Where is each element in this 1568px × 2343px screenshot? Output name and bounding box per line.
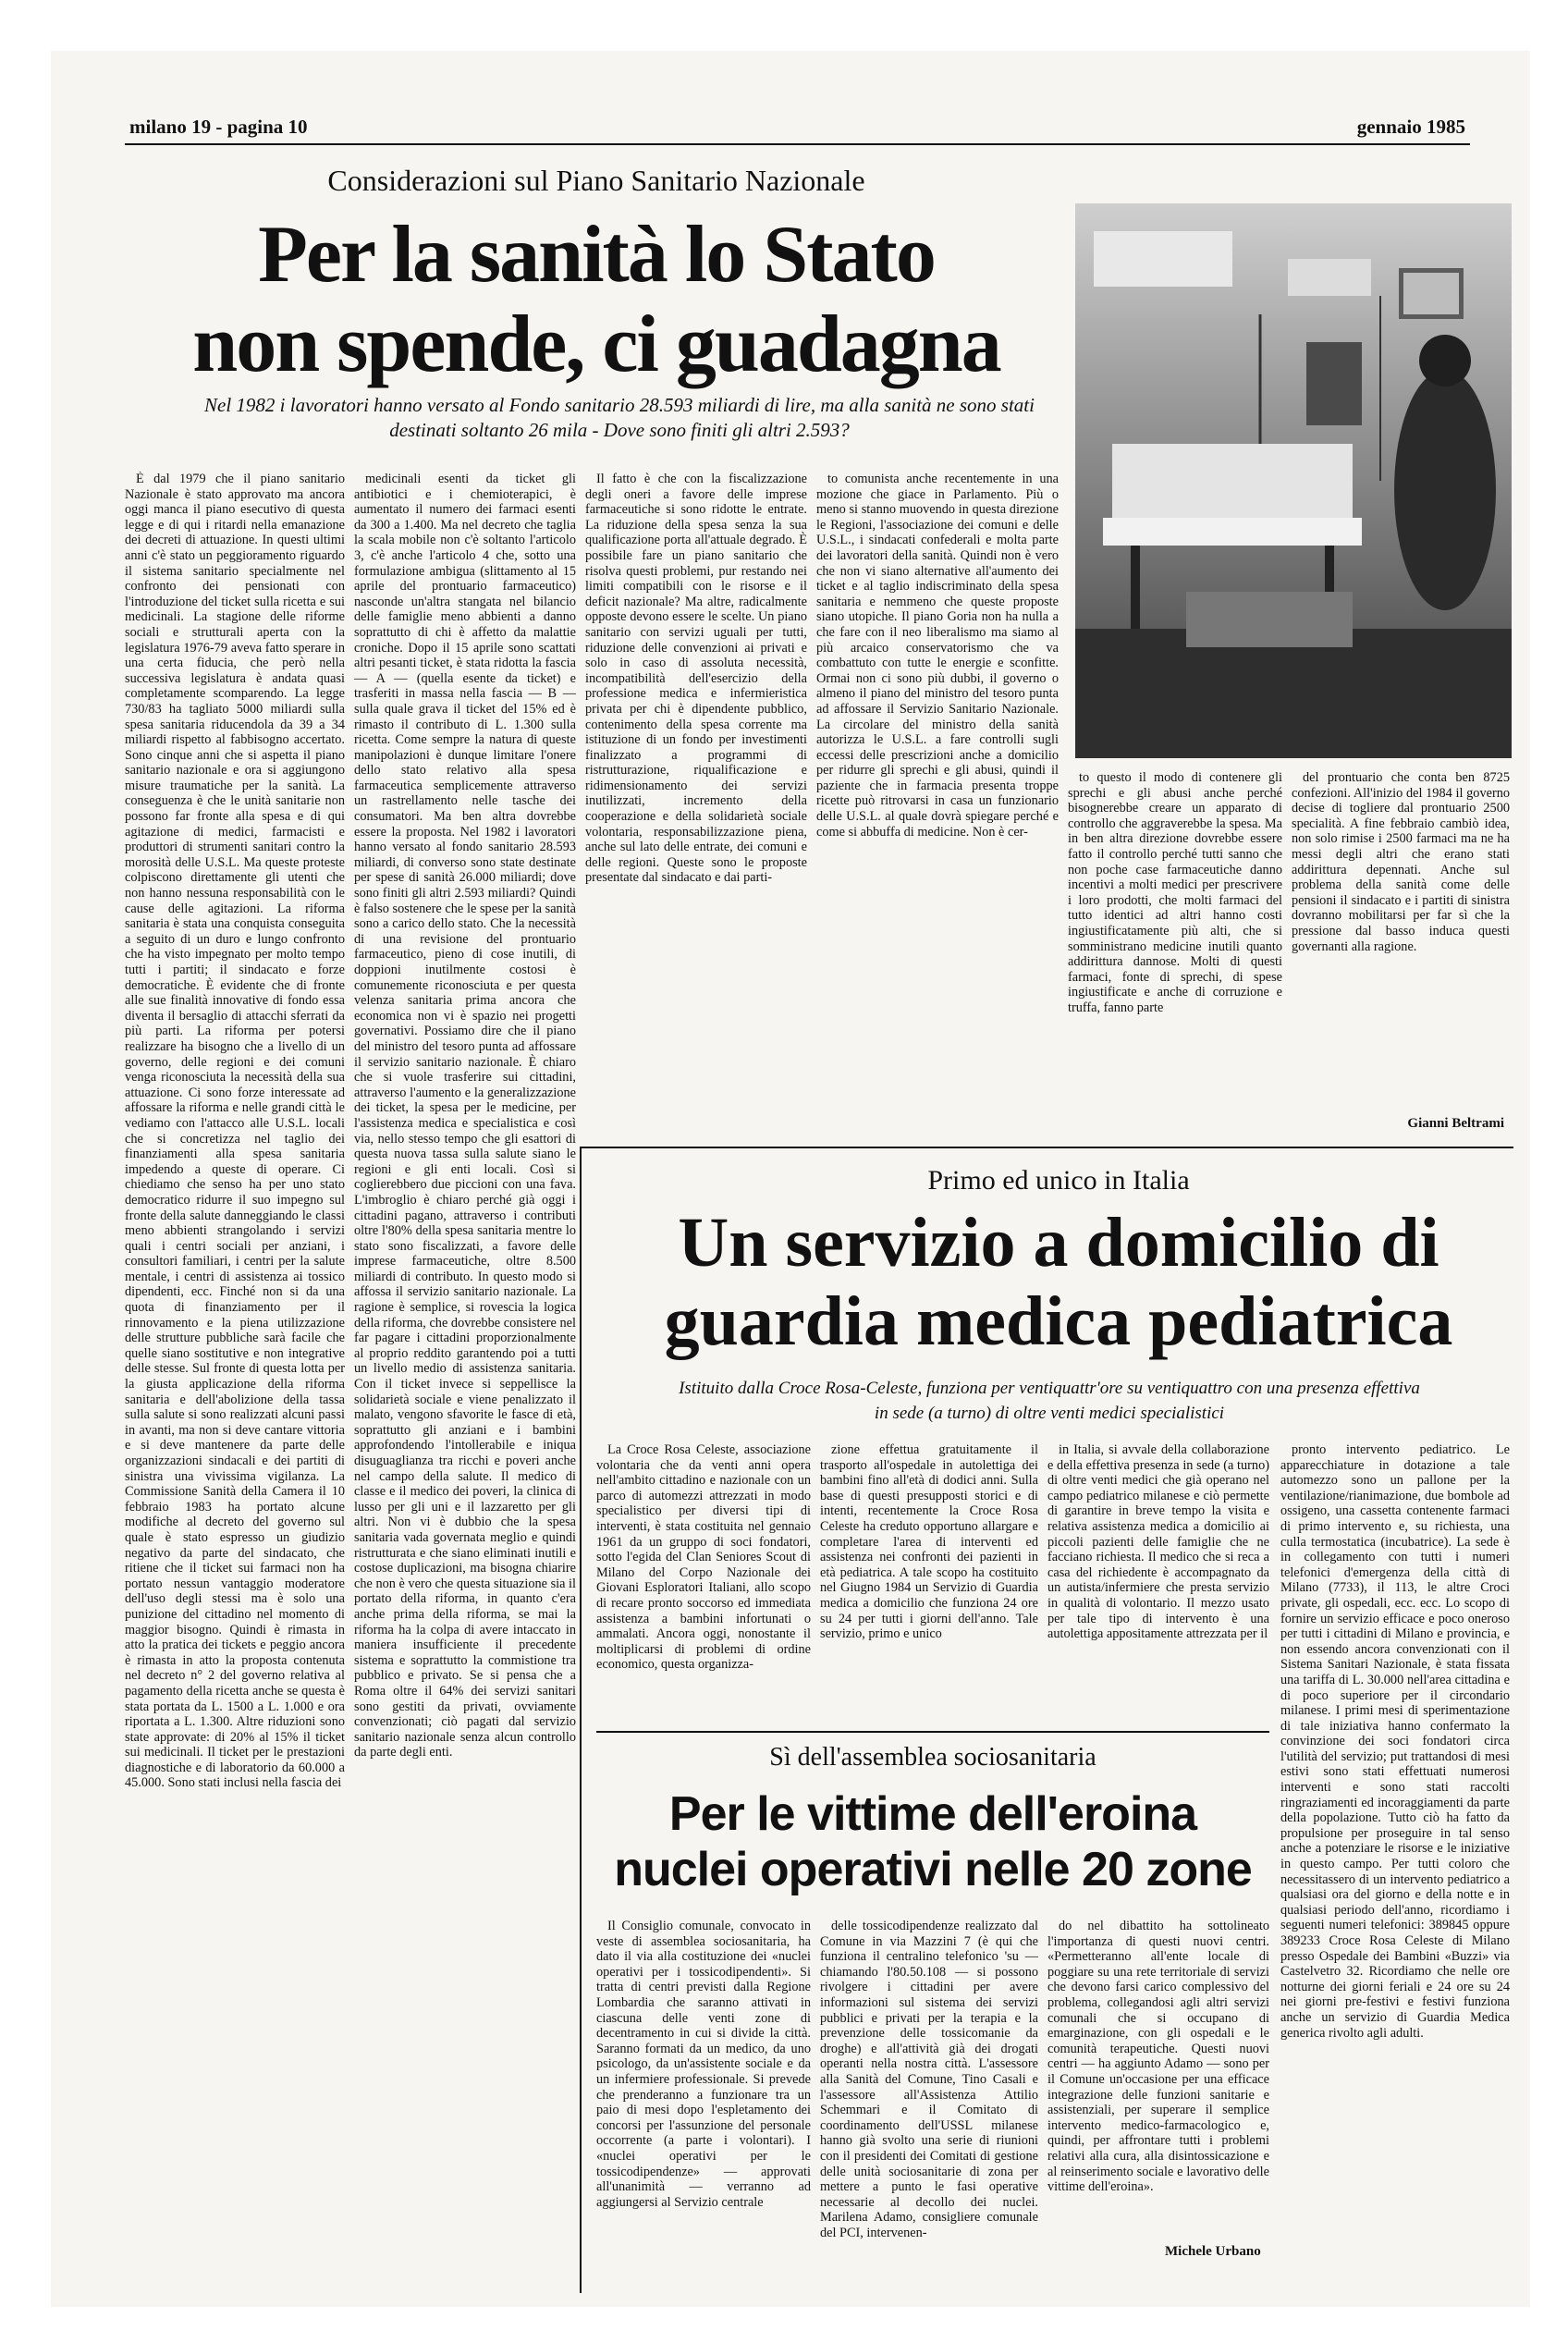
hospital-ward-photo [1075,203,1512,758]
article2-column-2 [820,1442,1038,1722]
box-left-rule [580,1147,582,2293]
article1-byline: Gianni Beltrami [1407,1116,1504,1131]
article2-column-4 [1280,1442,1510,2265]
article3-column-1 [596,1919,811,2265]
article1-headline-line1: Per la sanità lo Stato [258,210,935,300]
article1-column-3-text: Il fatto è che con la fiscalizzazione degli oneri a favore delle imprese farmaceutiche si sono ridotte le entrate. La riduzione della spesa senza la sua qualificazione porta all'attuale degrado. È possibile fare un piano sanitario che risolva questi problemi, pur restando nei limiti compatibili con le risorse e il deficit nazionale? Ma altre, radicalmente opposte devono essere le scelte. Un piano sanitario con servizi uguali per tutti, riduzione delle convenzioni ai privati e solo in caso di assoluta necessità, incompatibilità dell'esercizio della professione medica e infermieristica privata per chi è dipendente pubblico, contenimento della spesa corrente ma istituzione di un fondo per investimenti finalizzato a programmi di ristrutturazione, riqualificazione e ridimensionamento dei servizi inutilizzati, incremento della cooperazione e della solidarietà sociale volontaria, responsabilizzazione piena, anche sul lato delle entrate, dei comuni e delle regioni. Queste sono le proposte presentate dal sindacato e dai parti- [585,472,807,886]
article1-headline-line2: non spende, ci guadagna [192,300,1000,389]
article2-column-4-text: pronto intervento pediatrico. Le apparecchiature in dotazione a tale automezzo sono un pallone per la ventilazione/rianimazione, due bombole ad ossigeno, una cassetta contenente farmaci di primo intervento e, su richiesta, una culla termostatica (incubatrice). La sede è in collegamento con tutti i numeri telefonici d'emergenza della città di Milano (7733), il 113, le altre Croci private, gli ospedali, ecc. ecc. Lo scopo di fornire un servizio efficace e poco oneroso per tutti i cittadini di Milano e provincia, e non essendo ancora convenzionati con il Sistema Sanitari Nazionale, è stata fissata una tariffa di L. 30.000 nell'area cittadina e di poco superiore per il circondario milanese. I primi mesi di sperimentazione di tale iniziativa hanno confermato la convinzione dei soci fondatori circa l'utilità del servizio; put trattandosi di mesi estivi sono stati effettuati numerosi interventi e sono stati raccolti ringraziamenti ed incoraggiamenti da parte della popolazione. Tutto ciò ha fatto da propulsione per proseguire in tal senso anche a potenziare le risorse e le iniziative in questo campo. Per tutti coloro che necessitassero di un intervento pediatrico a qualsiasi ora del giorno e della notte e in qualsiasi periodo dell'anno, ricordiamo i seguenti numeri telefonici: 389845 oppure 389233 Croce Rosa Celeste di Milano presso Ospedale dei Bambini «Buzzi» via Castelvetro 32. Ricordiamo che nelle ore notturne dei giorni feriali e 24 ore su 24 nei giorni pre-festivi e festivi funziona anche un servizio di Guardia Medica generica rivolto agli adulti. [1280,1442,1510,2041]
article3-kicker: Sì dell'assemblea sociosanitaria [769,1743,1096,1772]
article1-column-5 [1068,770,1282,1138]
article1-column-2-text: medicinali esenti da ticket gli antibiotici e i chemioterapici, è aumentato il numero dei farmaci esenti da 300 a 1.400. Ma nel decreto che taglia la scala mobile non c'è soltanto l'articolo 3, c'è anche l'articolo 4 che, sotto una formulazione ambigua (slittamento al 15 aprile del prontuario farmaceutico) nasconde un'altra stangata nel bilancio delle famiglie meno abbienti a danno soprattutto di chi è affetto da malattie croniche. Dopo il 15 aprile sono scattati altri pesanti ticket, è stata ridotta la fascia — A — (quella esente da ticket) e trasferiti in massa nella fascia — B — sulla quale grava il ticket del 15% ed è rimasto il contributo di L. 1.300 sulla ricetta. Come sempre la natura di queste manipolazioni è dunque limitare l'onere dello stato relativo alla spesa farmaceutica semplicemente attraverso un rastrellamento nelle tasche dei consumatori. Ma ben altra dovrebbe essere la proposta. Nel 1982 i lavoratori hanno versato al fondo sanitario 28.593 miliardi, di converso sono state destinate per spese di sanità 26.000 miliardi; dove sono finiti gli altri 2.593 miliardi? Quindi è falso sostenere che le spese per la sanità sono a carico dello stato. Che la necessità di una revisione del prontuario farmaceutico, pieno di cose inutili, di doppioni inutilmente costosi è comunemente riconosciuta e per questa velenza sanitaria prima ancora che economica non vi è spazio nei progetti governativi. Possiamo dire che il piano del ministro del tesoro punta ad affossare il servizio sanitario nazionale. È chiaro che si vuole trasferire sui cittadini, attraverso l'aumento e la generalizzazione dei ticket, la spesa per le medicine, per l'assistenza medica e specialistica e così via, nello stesso tempo che gli esattori di questa nuova tassa sulla salute siano le regioni e gli enti locali. Così si coglierebbero due piccioni con una fava. L'imbroglio è chiaro perché già oggi i cittadini pagano, attraverso i contributi oltre l'80% della spesa sanitaria mentre lo stato sono fiscalizzati, a favore delle imprese farmaceutiche, oltre 8.500 miliardi di contributo. In questo modo si affossa il servizio sanitario nazionale. La ragione è semplice, si rovescia la logica della riforma, che dovrebbe consistere nel far pagare i cittadini proporzionalmente al proprio reddito garantendo poi a tutti un livello medio di assistenza sanitaria. Con il ticket invece si seppellisce la solidarietà sociale e viene penalizzato il malato, vengono sfavorite le fasce di età, soprattutto gli anziani e i bambini approfondendo l'intollerabile e iniqua disuguaglianza tra ricchi e poveri anche nel campo della salute. Il medico di classe e il medico dei poveri, la clinica di lusso per gli uni e il lazzaretto per gli altri. Non vi è dubbio che la spesa sanitaria vada governata meglio e quindi ristrutturata e che siano eliminati inutili e costose duplicazioni, ma bisogna chiarire che non è vero che questa situazione sia il portato della riforma, in quanto c'era anche prima della riforma, se mai la riforma ha la colpa di avere intaccato in maniera insufficiente il precedente sistema e soprattutto la commistione tra pubblico e privato. Se si pensa che a Roma oltre il 64% dei servizi sanitari sono gestiti da privati, ovviamente convenzionati; ciò pagati dal servizio sanitario nazionale senza alcun controllo da parte degli enti. [354,472,576,1760]
newspaper-page [51,51,1530,2307]
article2-column-3 [1047,1442,1269,1722]
article2-column-3-text: in Italia, si avvale della collaborazione e della effettiva presenza in sede (a turno) di oltre venti medici che già operano nel campo pediatrico milanese e ciò permette di garantire in breve tempo la visita e relativa assistenza medica a domicilio ai piccoli pazienti delle famiglie che ne facciano richiesta. Il medico che si reca a casa del richiedente è accompagnato da un autista/infermiere che presta servizio in qualità di volontario. Il mezzo usato per tale tipo di intervento è una autolettiga appositamente attrezzata per il [1047,1442,1269,1642]
article1-column-6 [1292,770,1510,1112]
article2-column-1-text: La Croce Rosa Celeste, associazione volontaria che da venti anni opera nell'ambito cittadino e nazionale con un parco di automezzi attrezzati in modo specialistico per diversi tipi di interventi, è stata costituita nel gennaio 1961 da un gruppo di soci fondatori, sotto l'egida del Clan Seniores Scout di Milano del Corpo Nazionale dei Giovani Esploratori Italiani, allo scopo di recare pronto soccorso ed immediata assistenza a bambini infortunati o ammalati. Ancora oggi, nonostante il moltiplicarsi di problemi di ordine economico, questa organizza- [596,1442,811,1673]
article1-column-4 [816,472,1059,1135]
box-top-rule [580,1147,1513,1148]
article1-column-1 [125,472,345,2265]
article3-headline-line2: nuclei operativi nelle 20 zone [614,1843,1252,1896]
article3-column-2 [820,1919,1038,2265]
article3-top-rule [596,1731,1269,1733]
article1-deck-line2: destinati soltanto 26 mila - Dove sono finiti gli altri 2.593? [389,419,850,441]
article2-deck-line2: in sede (a turno) di oltre venti medici specialistici [874,1404,1225,1423]
page-header-left: milano 19 - pagina 10 [129,116,308,138]
header-rule [125,143,1470,145]
article1-column-5-text: to questo il modo di contenere gli sprechi e gli abusi anche perché bisognerebbe creare un apparato di controllo che aggraverebbe la spesa. Ma in ben altra direzione dovrebbe essere fatto il controllo perché tutti sanno che non poche case farmaceutiche danno incentivi a molti medici per prescrivere i loro prodotti, che molti farmaci del tutto identici ad altri hanno costi ingiustificatamente più alti, che si somministrano medicine inutili quanto addirittura dannose. Molti di questi farmaci, fonte di sprechi, di spese ingiustificate e anche di corruzione e truffa, fanno parte [1068,770,1282,1015]
article2-kicker: Primo ed unico in Italia [927,1165,1190,1196]
article2-column-2-text: zione effettua gratuitamente il trasporto all'ospedale in autolettiga dei bambini fino all'età di dodici anni. Sulla base di questi presupposti storici e di intenti, recentemente la Croce Rosa Celeste ha creduto opportuno allargare e completare l'area di interventi ed assistenza nei confronti dei pazienti in età pediatrica. A tale scopo ha costituito nel Giugno 1984 un Servizio di Guardia medica a domicilio che funziona 24 ore su 24 per tutti i giorni dell'anno. Tale servizio, primo e unico [820,1442,1038,1642]
article1-column-1-text: È dal 1979 che il piano sanitario Nazionale è stato approvato ma ancora oggi manca il piano esecutivo di questa legge e di qui i ritardi nella emanazione dei decreti di attuazione. In questi ultimi anni c'è stato un peggioramento riguardo il sistema sanitario specialmente nel confronto dei pensionati con l'introduzione del ticket sulla ricetta e sui medicinali. La stagione delle riforme sociali e strutturali aperta con la legislatura 1976-79 aveva fatto sperare in una certa fiducia, che però nella successiva legislatura è andata quasi completamente scomparendo. La legge 730/83 ha tagliato 5000 miliardi sulla spesa sanitaria riducendola da 39 a 34 miliardi rispetto al fabbisogno accertato. Sono cinque anni che si aspetta il piano sanitario nazionale e ora si aggiungono misure traumatiche per la sanità. La conseguenza è che le unità sanitarie non possono far fronte alla spesa e di qui agitazione di medici, farmacisti e produttori di strumenti sanitari contro la morosità delle U.S.L. Ma queste proteste colpiscono direttamente gli utenti che non hanno nessuna responsabilità con le cause delle agitazioni. La riforma sanitaria è stata una conquista conseguita a seguito di un duro e lungo confronto che ha visto impegnato per molto tempo tutti i partiti; il sindacato e forze democratiche. È evidente che di fronte alle sue finalità innovative di fondo essa diventa il bersaglio di attacchi sferrati da più parti. La riforma per potersi realizzare ha bisogno che a livello di un governo, delle regioni e dei comuni venga riconosciuta la necessità della sua attuazione. Ci sono forze interessate ad affossare la riforma e nelle grandi città le vediamo con l'attacco alle U.S.L. locali che si concretizza nel taglio dei finanziamenti alla spesa sanitaria impedendo a queste di operare. Ci chiediamo che senso ha per uno stato democratico ridurre il suo impegno sul fronte della salute danneggiando le classi meno abbienti strangolando i servizi quali i centri sociali per anziani, i consultori familiari, i centri per la salute mentale, i centri di assistenza ai tossico dipendenti, ecc. Finché non si da una quota di finanziamento per il rinnovamento e la piena utilizzazione delle strutture pubbliche sarà facile che quelle siano sostitutive e non integrative delle stesse. Sul fronte di questa lotta per la giusta applicazione della riforma sanitaria e dell'abolizione della tassa sulla salute si sono realizzati alcuni passi in avanti, ma non si deve cantare vittoria e si deve mantenere da parte delle organizzazioni sindacali e dei partiti di sinistra una vivissima vigilanza. La Commissione Sanità della Camera il 10 febbraio 1983 ha portato alcune modifiche al decreto del governo sul quale è stato espresso un giudizio negativo da parte del sindacato, che ritiene che il ticket sui farmaci non ha portato nessun vantaggio moderatore dell'uso degli stessi ma è solo una punizione del cittadino nel momento di maggior bisogno. Quindi è rimasta in atto la pratica dei tickets e peggio ancora è rimasta in atto la proposta contenuta nel decreto n° 2 del governo relativa al pagamento della ricetta anche se questa è stata portata da L. 1500 a L. 1.000 e ora riportata a L. 1.300. Altre riduzioni sono state approvate: di 20% al 15% il ticket sui medicinali. Il ticket per le prestazioni diagnostiche e di laboratorio da 60.000 a 45.000. Sono stati inclusi nella fascia dei [125,472,345,1791]
article3-column-2-text: delle tossicodipendenze realizzato dal Comune in via Mazzini 7 (è qui che funziona il centralino telefonico 'su — chiamando l'80.50.108 — si possono rivolgere i cittadini per avere informazioni sul sistema dei servizi pubblici e privati per la terapia e la prevenzione delle tossicomanie da droghe) e all'attività già dei drogati operanti nella nostra città. L'assessore alla Sanità del Comune, Tino Casali e l'assessore all'Assistenza Attilio Schemmari e il Comitato di coordinamento dell'USSL milanese hanno già svolto una serie di riunioni con il presidenti dei Comitati di gestione delle unità sociosanitarie di zona per mettere a punto le fasi operative necessarie al decollo dei nuclei. Marilena Adamo, consigliere comunale del PCI, intervenen- [820,1919,1038,2240]
article2-column-1 [596,1442,811,1722]
article3-column-3 [1047,1919,1269,2238]
article2-headline-line2: guardia medica pediatrica [664,1282,1453,1360]
article3-column-3-text: do nel dibattito ha sottolineato l'importanza di questi nuovi centri. «Permetteranno all'ente locale di poggiare su una rete territoriale di servizi che devono farsi carico complessivo del problema, collegandosi agli altri servizi comunali che si occupano di emarginazione, con gli ospedali e le comunità terapeutiche. Questi nuovi centri — ha aggiunto Adamo — sono per il Comune un'occasione per una efficace integrazione delle funzioni sanitarie e assistenziali, per superare il semplice intervento medico-farmacologico e, quindi, per affrontare tutti i problemi relativi alla cura, alla disintossicazione e al reinserimento sociale e lavorativo delle vittime dell'eroina». [1047,1919,1269,2195]
article1-column-4-text: to comunista anche recentemente in una mozione che giace in Parlamento. Più o meno si stanno muovendo in questa direzione le Regioni, l'associazione dei comuni e delle U.S.L., i sindacati confederali e molta parte dei lavoratori della sanità. Quindi non è vero che non vi siano alternative all'aumento dei ticket e al taglio indiscriminato della spesa sanitaria e nemmeno che queste proposte siano utopiche. Il piano Goria non ha nulla a che fare con il neo liberalismo ma siamo al più arcaico conservatorismo che va combattuto con tutte le energie e sconfitte. Ormai non ci sono più dubbi, il governo o almeno il piano del ministro del tesoro punta ad affossare il Servizio Sanitario Nazionale. La circolare del ministro della sanità autorizza le U.S.L. a fare controlli sugli eccessi delle prescrizioni anche a domicilio per ridurre gli sprechi e gli abusi, quindi il paziente che in farmacia presenta troppe ricette può ritrovarsi in casa un funzionario delle U.S.L. al quale dovrà spiegare perché e come si abbuffa di medicine. Non è cer- [816,472,1059,840]
article1-column-2 [354,472,576,2270]
article1-column-3 [585,472,807,1135]
article2-deck-line1: Istituito dalla Croce Rosa-Celeste, funziona per ventiquattr'ore su ventiquattro con una presenza effettiva [679,1379,1420,1398]
article3-byline: Michele Urbano [1165,2244,1261,2259]
article1-column-6-text: del prontuario che conta ben 8725 confezioni. All'inizio del 1984 il governo decise di togliere dal prontuario 2500 specialità. A fine febbraio cambiò idea, non solo rimise i 2500 farmaci ma ne ha messi degli altri che erano stati addirittura depennati. Anche sul problema della sanità come delle pensioni il sindacato e i partiti di sinistra dovranno mobilitarsi per far sì che la pressione dal basso induca questi governanti alla ragione. [1292,770,1510,954]
article1-kicker: Considerazioni sul Piano Sanitario Nazionale [327,164,865,197]
article3-column-1-text: Il Consiglio comunale, convocato in veste di assemblea sociosanitaria, ha dato il via alla costituzione dei «nuclei operativi per i tossicodipendenti». Si tratta di centri previsti dalla Regione Lombardia che saranno attivati in ciascuna delle venti zone di decentramento in cui si divide la città. Saranno formati da un medico, da uno psicologo, da un'assistente sociale e da un infermiere professionale. Si prevede che prenderanno a funzionare tra un paio di mesi dopo l'espletamento dei concorsi per l'assunzione del personale occorrente (a parte i volontari). I «nuclei operativi per le tossicodipendenze» — approvati all'unanimità — verranno ad aggiungersi al Servizio centrale [596,1919,811,2210]
article3-headline-line1: Per le vittime dell'eroina [668,1787,1197,1841]
article2-headline-line1: Un servizio a domicilio di [678,1204,1439,1282]
article1-deck-line1: Nel 1982 i lavoratori hanno versato al Fondo sanitario 28.593 miliardi di lire, ma alla sanità ne sono stati [204,394,1035,416]
page-header-right: gennaio 1985 [1356,116,1465,138]
